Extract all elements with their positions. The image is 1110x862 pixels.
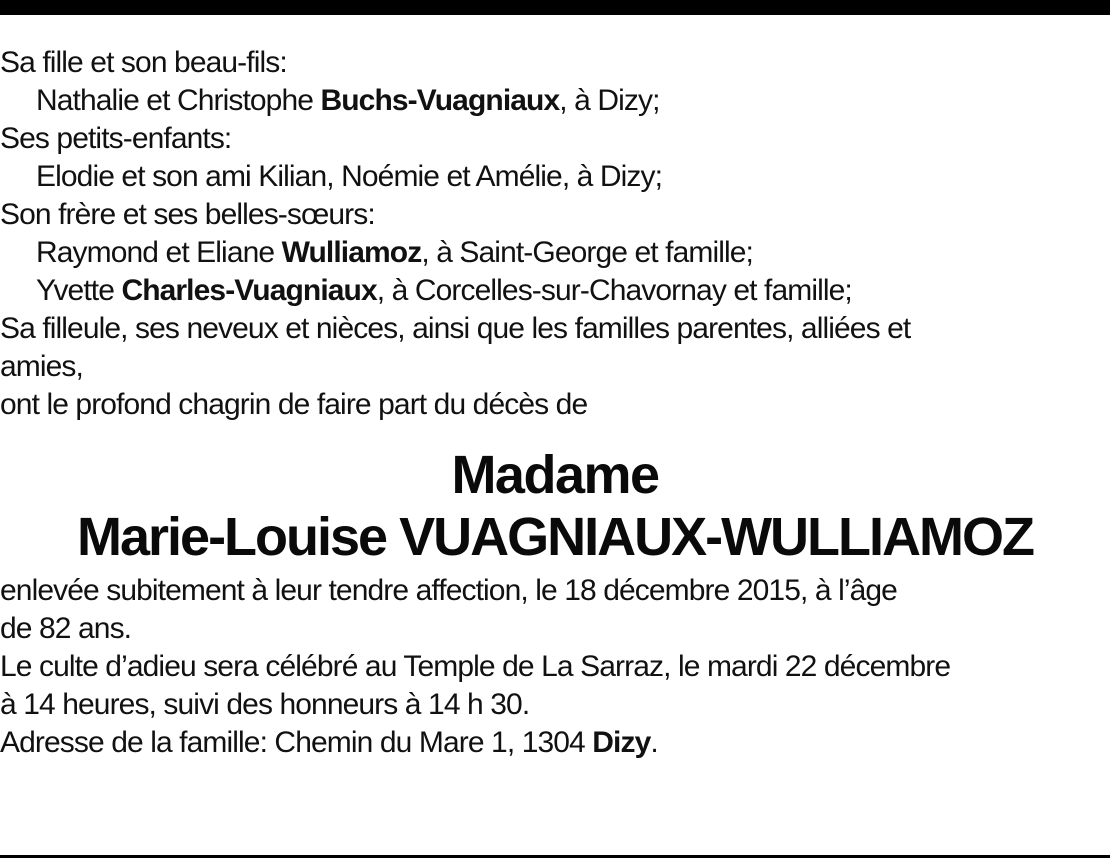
relatives-extended: Sa filleule, ses neveux et nièces, ainsi que les familles parentes, alliées et [0,312,911,345]
deceased-full-name: Marie-Louise VUAGNIAUX-WULLIAMOZ [77,507,1033,567]
family-address [0,724,1110,762]
relatives-place: , à Corcelles-sur-Chavornay et famille; [376,274,852,307]
address-text: Adresse de la famille: Chemin du Mare 1, 1304 [0,726,593,759]
funeral-details: Le culte d’adieu sera célébré au Temple de La Sarraz, le mardi 22 décembre [0,650,951,683]
relatives-sister-in-law [0,272,1110,310]
relatives-place: , à Dizy; [559,84,660,117]
top-border [0,0,1110,15]
relatives-place: , à Saint-George et famille; [421,236,753,269]
relation-heading-grandchildren: Ses petits-enfants: [0,122,232,155]
relatives-brother [0,234,1110,272]
relatives-text: Raymond et Eliane [36,236,282,269]
death-age: de 82 ans. [0,612,132,645]
relation-heading-siblings: Son frère et ses belles-sœurs: [0,198,375,231]
family-name: Wulliamoz [281,236,422,269]
family-name: Buchs-Vuagniaux [320,84,560,117]
bottom-border [0,855,1110,858]
relatives-daughter [0,82,1110,120]
announcement-text: ont le profond chagrin de faire part du décès de [0,388,588,421]
relation-heading-daughter: Sa fille et son beau-fils: [0,46,287,79]
death-details: enlevée subitement à leur tendre affection, le 18 décembre 2015, à l’âge [0,574,897,607]
funeral-time: à 14 heures, suivi des honneurs à 14 h 30. [0,688,530,721]
address-end: . [650,726,658,759]
deceased-title: Madame [451,445,659,505]
address-town: Dizy [592,726,651,759]
family-name: Charles-Vuagniaux [121,274,377,307]
relatives-extended-cont: amies, [0,350,83,383]
death-notice [0,44,1110,762]
relatives-text: Nathalie et Christophe [36,84,321,117]
deceased-name-block [0,444,1110,568]
relatives-text: Yvette [36,274,122,307]
relatives-grandchildren: Elodie et son ami Kilian, Noémie et Amélie, à Dizy; [36,160,663,193]
